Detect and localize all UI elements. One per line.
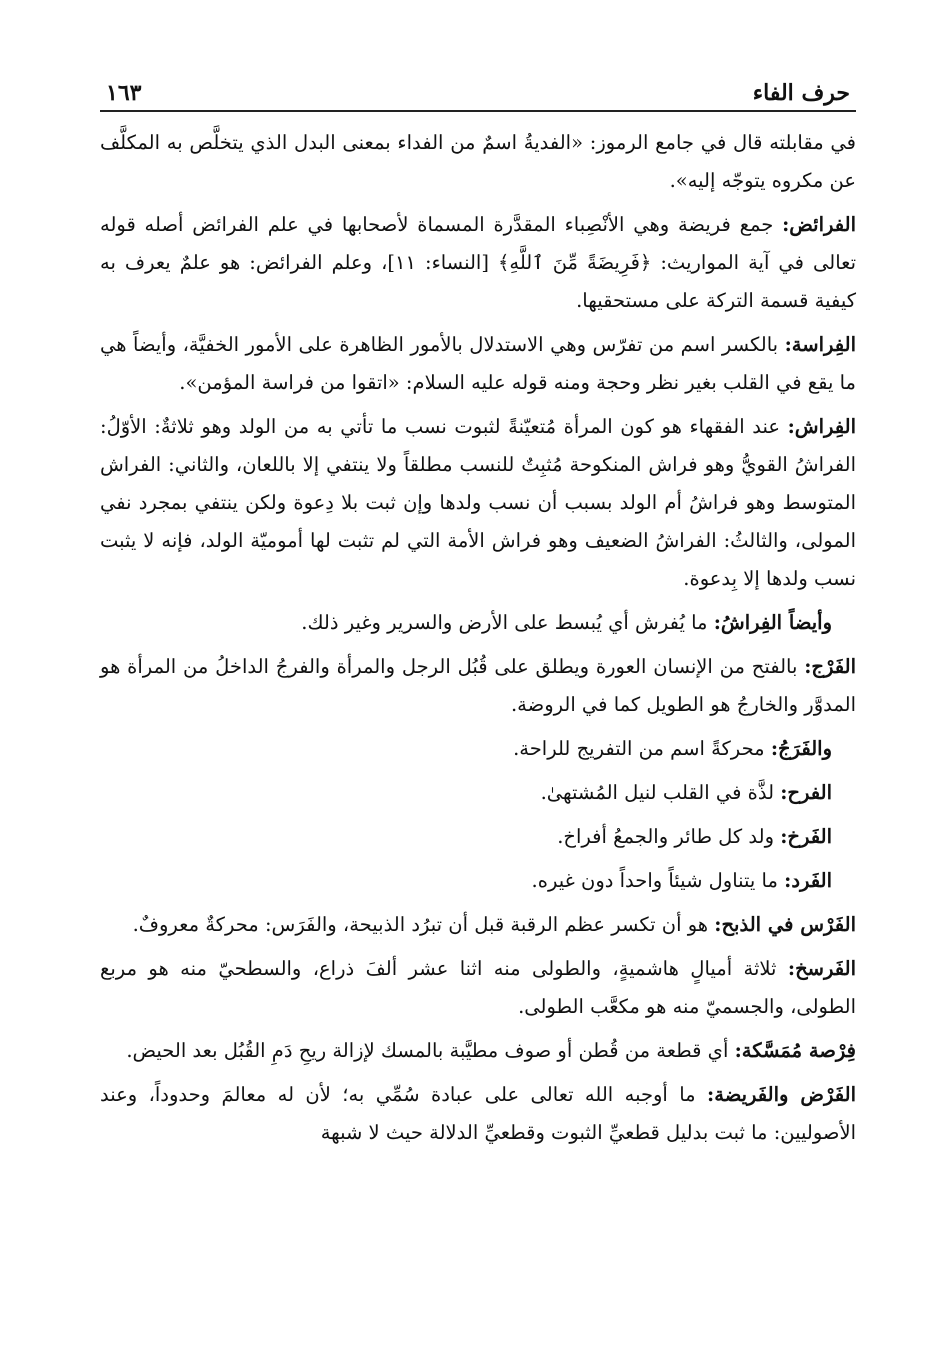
entry-definition: هو أن تكسر عظم الرقبة قبل أن تبرُد الذبيحة، والفَرَس: محركةٌ معروفٌ. [132,913,715,936]
entry-term: الفِراش: [787,415,856,438]
dictionary-entry [100,326,856,402]
dictionary-entry [100,818,856,856]
dictionary-entry [100,1076,856,1152]
entry-term: وأيضاً الفِراشُ: [713,611,832,634]
entry-definition: في مقابلته قال في جامع الرموز: «الفديةُ اسمٌ من الفداء بمعنى البدل الذي يتخلَّص به المكلَّف عن مكروه يتوجّه إليه». [100,131,856,192]
dictionary-entry [100,206,856,320]
entry-term: الفرائض: [782,213,856,236]
dictionary-entry [100,1032,856,1070]
dictionary-entry [100,408,856,598]
entry-definition: ما يُفرش أي يُبسط على الأرض والسرير وغير ذلك. [301,611,714,634]
entry-definition: ولد كل طائر والجمعُ أفراخ. [557,825,781,848]
entry-term: الفَرسخ: [787,957,856,980]
dictionary-entry [100,604,856,642]
entry-definition: جمع فريضة وهي الأنْصِباء المقدَّرة المسماة لأصحابها في علم الفرائض أصله قوله تعالى في آية المواريث: ﴿فَرِيضَةً مِّنَ ٱللَّهِ﴾ [النساء: ١١]، وعلم الفرائض: هو علمٌ يعرف به كيفية قسمة التركة على مستحقيها. [100,213,857,312]
entry-term: فِرْصة مُمَسَّكة: [734,1039,856,1062]
entry-definition: عند الفقهاء هو كون المرأة مُتعيّنةً لثبوت نسب ما تأتي به من الولد وهو ثلاثةٌ: الأوّلُ: الفراشُ القويُّ وهو فراش المنكوحة مُثبِتٌ للنسب مطلقاً ولا ينتفي إلا باللعان، والثاني: الفراش المتوسط وهو فراشُ أم الولد بسبب أن نسب ولدها وإن ثبت بلا دِعوة ولكن ينتفي بمجرد نفي المولى، والثالثُ: الفراشُ الضعيف وهو فراش الأمة التي لم تثبت لها أموميّة الولد، فإنه لا يثبت نسب ولدها إلا بِدعوة. [100,415,856,590]
entry-term: الفَرد: [784,869,832,892]
book-page [100,60,856,1346]
dictionary-entry [100,124,856,200]
dictionary-entry [100,648,856,724]
page-header [100,60,856,106]
entry-term: الفَرْس في الذبح: [714,913,856,936]
dictionary-entry [100,730,856,768]
chapter-title: حرف الفاء [752,80,850,106]
entry-term: الفِراسة: [784,333,856,356]
entry-definition: لذَّة في القلب لنيل المُشتهىٰ. [540,781,781,804]
page-number: ١٦٣ [106,80,142,106]
entry-definition: ما يتناول شيئاً واحداً دون غيره. [531,869,785,892]
entry-definition: ثلاثة أميالٍ هاشميةٍ، والطولى منه اثنا عشر ألفَ ذراع، والسطحيّ منه هو مربع الطولى، والجسميّ منه هو مكعَّب الطولى. [100,957,856,1018]
entry-definition: بالكسر اسم من تفرّس وهي الاستدلال بالأمور الظاهرة على الأمور الخفيَّة، وأيضاً هي ما يقع في القلب بغير نظر وحجة ومنه قوله عليه السلام: «اتقوا من فراسة المؤمن». [100,333,856,394]
dictionary-entry [100,862,856,900]
dictionary-entry [100,906,856,944]
entries-body [100,124,856,1152]
entry-definition: محركةً اسم من التفريج للراحة. [513,737,771,760]
entry-term: الفَرْج: [804,655,856,678]
entry-term: والفَرَجُ: [770,737,832,760]
dictionary-entry [100,950,856,1026]
entry-definition: أي قطعة من قُطن أو صوف مطيَّبة بالمسك لإزالة ريحِ دَمِ القُبُل بعد الحيض. [126,1039,735,1062]
entry-term: الفرح: [780,781,832,804]
entry-definition: بالفتح من الإنسان العورة ويطلق على قُبُل الرجل والمرأة والفرجُ الداخلُ من المرأة هو المدوَّر والخارجُ هو الطويل كما في الروضة. [100,655,856,716]
dictionary-entry [100,774,856,812]
entry-term: الفَرخ: [780,825,832,848]
entry-term: الفَرْض والفَريضة: [707,1083,856,1106]
entry-definition: ما أوجبه الله تعالى على عبادة سُمِّي به؛ لأن له معالمَ وحدوداً، وعند الأصوليين: ما ثبت بدليل قطعيِّ الثبوت وقطعيِّ الدلالة حيث لا شبهة [100,1083,856,1144]
header-rule [100,110,856,112]
